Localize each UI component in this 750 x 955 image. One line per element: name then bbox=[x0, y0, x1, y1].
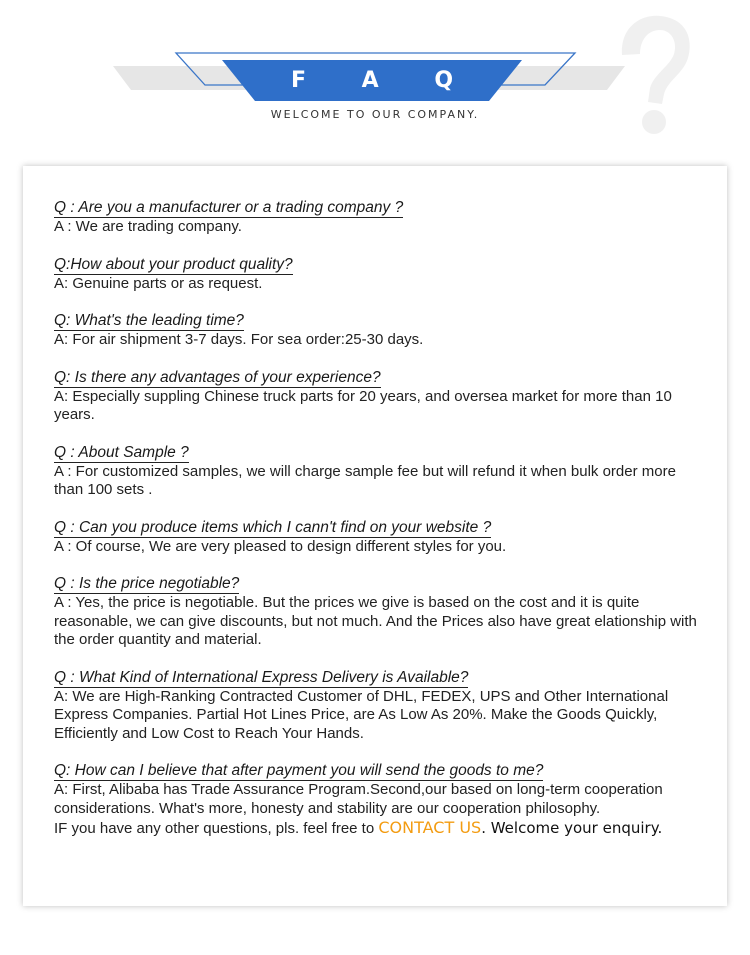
faq-item bbox=[54, 519, 704, 557]
faq-item bbox=[54, 669, 704, 744]
closing-suffix: . Welcome your enquiry. bbox=[481, 819, 663, 837]
faq-item bbox=[54, 575, 704, 650]
faq-answer: A: We are High-Ranking Contracted Customer of DHL, FEDEX, UPS and Other International Express Companies. Partial Hot Lines Price, are As Low As 20%. Make the Goods Quickly, Efficiently and Low Cost to Reach Your Hands. bbox=[54, 687, 669, 742]
question-mark-icon bbox=[600, 0, 710, 150]
faq-header bbox=[0, 0, 750, 150]
faq-card bbox=[23, 166, 727, 906]
faq-answer: A : We are trading company. bbox=[54, 218, 242, 235]
faq-question: Q : Is the price negotiable? bbox=[54, 575, 240, 592]
faq-question: Q:How about your product quality? bbox=[54, 255, 293, 273]
faq-answer: A: Genuine parts or as request. bbox=[54, 274, 263, 292]
faq-item bbox=[54, 199, 704, 237]
faq-item bbox=[54, 369, 704, 425]
faq-question: Q: Is there any advantages of your experience? bbox=[54, 368, 381, 386]
page-title: F A Q bbox=[290, 68, 478, 93]
faq-question: Q : Can you produce items which I cann't find on your website ? bbox=[54, 518, 492, 536]
faq-answer: A: Especially suppling Chinese truck parts for 20 years, and oversea market for more than 10 years. bbox=[54, 387, 672, 423]
faq-answer: A : Of course, We are very pleased to design different styles for you. bbox=[54, 537, 507, 555]
closing-text bbox=[54, 818, 704, 838]
contact-us-link[interactable]: CONTACT US bbox=[378, 818, 482, 837]
faq-question: Q: What's the leading time? bbox=[54, 312, 244, 329]
faq-item bbox=[54, 312, 704, 350]
page-subtitle: WELCOME TO OUR COMPANY. bbox=[270, 108, 480, 121]
faq-question: Q : Are you a manufacturer or a trading company ? bbox=[54, 199, 404, 216]
faq-answer: A: First, Alibaba has Trade Assurance Program.Second,our based on long-term cooperation considerations. What's more, honesty and stability are our cooperation philosophy. bbox=[54, 781, 663, 817]
faq-answer: A: For air shipment 3-7 days. For sea order:25-30 days. bbox=[54, 331, 424, 348]
faq-item bbox=[54, 444, 704, 500]
faq-list bbox=[54, 199, 704, 838]
closing-prefix: IF you have any other questions, pls. feel free to bbox=[54, 820, 379, 837]
faq-question: Q : About Sample ? bbox=[54, 443, 189, 461]
faq-answer: A : For customized samples, we will charge sample fee but will refund it when bulk order more than 100 sets . bbox=[54, 462, 676, 498]
faq-answer: A : Yes, the price is negotiable. But the prices we give is based on the cost and it is quite reasonable, we can give discounts, but not much. And the Prices also have great elationship with the order quantity and material. bbox=[54, 594, 697, 648]
faq-item bbox=[54, 762, 704, 818]
faq-item bbox=[54, 256, 704, 294]
faq-question: Q : What Kind of International Express Delivery is Available? bbox=[54, 668, 469, 686]
faq-question: Q: How can I believe that after payment you will send the goods to me? bbox=[54, 762, 544, 779]
